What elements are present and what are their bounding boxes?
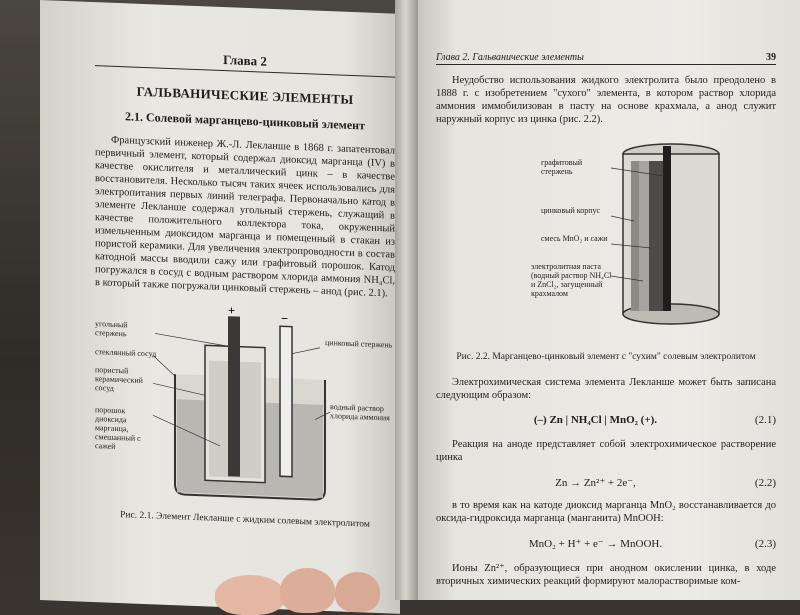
body-paragraph: Французский инженер Ж.-Л. Лекланше в 1868 г. запатентовал первичный элемент, который содержал диоксид марганца (IV) в качестве окислителя и металлический цинк – в качестве восстановителя. Несколько тысяч таких ячеек использовались для электропитания первых линий телеграфа. Первоначально катод в элементе Лекланше содержал угольный стержень, служащий в качестве положительного коллектора тока, окруженный измельченным диоксидом марганца и помещенный в стакан из пористой керамики. Для увеличения электропроводности в состав катодной массы вводили сажу или графитовый порошок. Катод погружался в сосуд с водным раствором хлорида аммония NH₄Cl, в который также погружали цинковый стержень – анод (рис. 2.1). [95, 134, 395, 300]
equation-2-3-number: (2.3) [754, 537, 776, 550]
ions-paragraph: Ионы Zn²⁺, образующиеся при анодном окислении цинка, в ходе вторичных химических реакций формируют малорастворимые ком- [436, 563, 776, 587]
pointer-line [155, 333, 228, 346]
running-header [436, 52, 776, 63]
figure-dry-cell [436, 136, 776, 346]
label-paste: электролитная паста (водный раствор NH₄Cl и ZnCl₂, загущенный крахмалом [531, 262, 612, 298]
label-graphite-rod: графитовый стержень [541, 158, 583, 176]
equation-2-1-number: (2.1) [754, 414, 776, 426]
left-page-content [95, 47, 395, 531]
index-finger [280, 568, 335, 613]
mno2-layer [649, 161, 663, 311]
right-page-content [436, 70, 776, 588]
right-page [418, 0, 800, 600]
equation-2-1 [436, 414, 776, 426]
label-electrolyte: водный раствор хлорида аммония [330, 402, 390, 423]
carbon-rod-shape [228, 316, 240, 476]
running-header-title: Глава 2. Гальванические элементы [436, 52, 584, 63]
label-porous-ceramic: пористый керамический сосуд [95, 365, 143, 393]
equation-2-2 [436, 476, 776, 489]
equation-2-3 [436, 537, 776, 550]
graphite-rod [663, 146, 671, 311]
label-carbon-rod: угольный стержень [95, 319, 128, 339]
thumb-finger [215, 575, 285, 615]
figure-caption-2-1: Рис. 2.1. Элемент Лекланше с жидким солевым электролитом [120, 510, 370, 530]
equation-2-2-number: (2.2) [754, 476, 776, 489]
chapter-title: ГАЛЬВАНИЧЕСКИЕ ЭЛЕМЕНТЫ [136, 83, 354, 108]
label-mno2-soot: смесь MnO₂ и сажи [541, 234, 608, 243]
cathode-paragraph: в то время как на катоде диоксид марганца MnO₂ восстанавливается до оксида-гидроксида марганца (манганита) MnOOH: [436, 500, 776, 524]
middle-finger [335, 572, 380, 612]
minus-sign: − [281, 311, 289, 326]
figure-leclanche-cell [95, 301, 395, 513]
header-rule [436, 64, 776, 65]
label-mno2-powder: порошок диоксида марганца, смешанный с сажей [95, 405, 141, 451]
chapter-heading: Глава 2 [223, 52, 267, 69]
zinc-case-layer [631, 161, 639, 311]
system-paragraph: Электрохимическая система элемента Лекланше может быть записана следующим образом: [436, 377, 776, 401]
equation-2-2-expression: Zn → Zn²⁺ + 2e⁻, [555, 477, 636, 489]
label-glass-vessel: стеклянный сосуд [95, 347, 157, 359]
left-page [40, 0, 400, 614]
pointer-line [292, 347, 320, 355]
page-number: 39 [766, 52, 776, 63]
equation-2-3-expression: MnO₂ + H⁺ + e⁻ → MnOOH. [528, 538, 663, 550]
label-zinc-rod: цинковый стержень [325, 337, 393, 350]
paste-layer [639, 161, 649, 311]
intro-paragraph: Неудобство использования жидкого электролита было преодолено в 1888 г. с изобретением "сухого" элемента, в котором раствор хлорида аммония иммобилизован в пасту на основе крахмала, а анод служит наружный корпус из цинка (рис. 2.2). [436, 75, 776, 125]
equation-2-1-expression: (–) Zn | NH₄Cl | MnO₂ (+). [533, 414, 658, 426]
zinc-rod-shape [280, 326, 292, 476]
section-title: 2.1. Солевой марганцево-цинковый элемент [125, 109, 365, 133]
plus-sign: + [228, 303, 236, 318]
label-zinc-case: цинковый корпус [541, 206, 601, 215]
figure-caption-2-2: Рис. 2.2. Марганцево-цинковый элемент с "сухим" солевым электролитом [456, 352, 756, 362]
anode-paragraph: Реакция на аноде представляет собой электрохимическое растворение цинка [436, 439, 776, 463]
